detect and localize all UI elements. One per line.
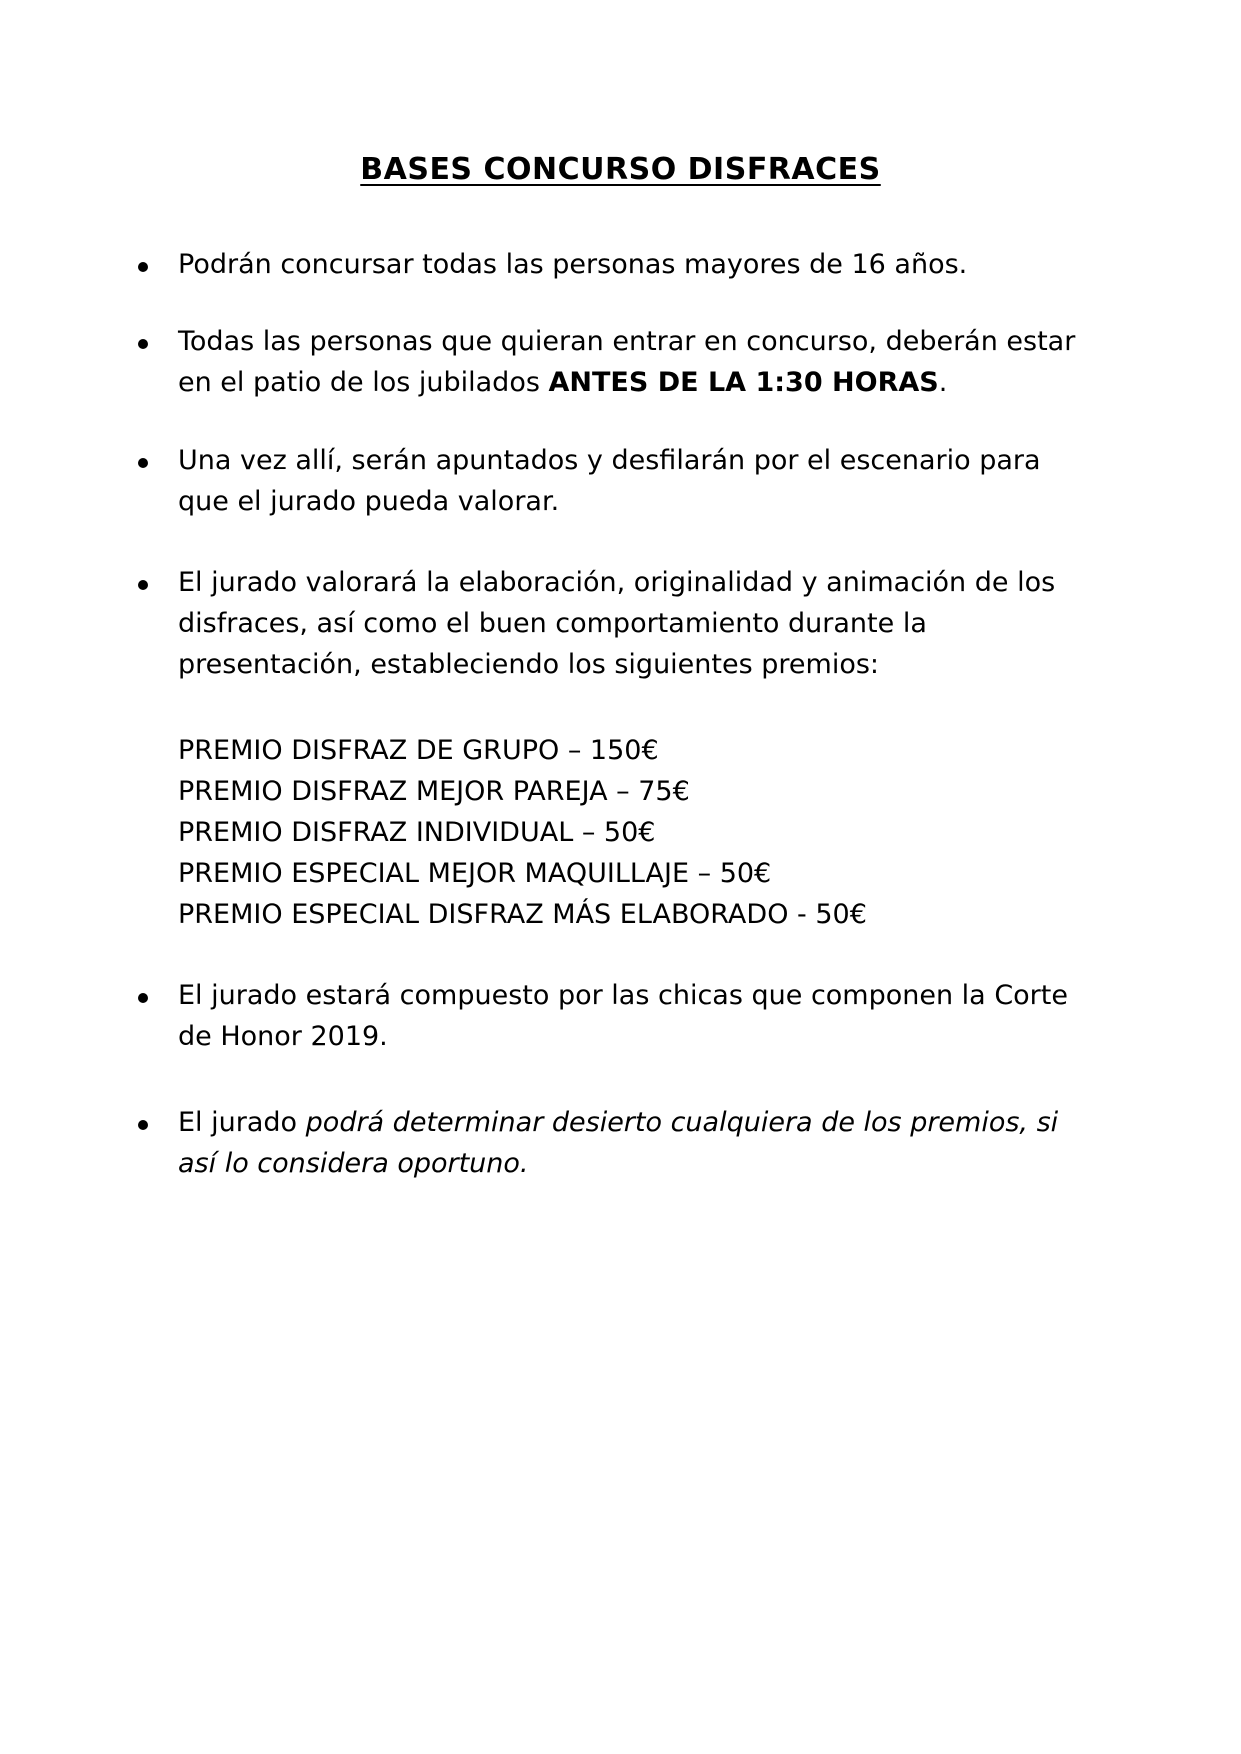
rule-text: El jurado xyxy=(178,1107,298,1138)
prize-item: PREMIO DISFRAZ DE GRUPO – 150€ xyxy=(178,735,659,766)
rule-highlight: ANTES DE LA 1:30 HORAS xyxy=(548,367,939,398)
bullet-dot xyxy=(138,262,148,272)
rule-text: Podrán concursar todas las personas mayores de 16 años. xyxy=(178,249,968,280)
prize-item: PREMIO DISFRAZ MEJOR PAREJA – 75€ xyxy=(178,776,690,807)
bullet-dot xyxy=(138,339,148,349)
rule-text: El jurado estará compuesto por las chicas que componen la Corte de Honor 2019. xyxy=(178,980,1068,1052)
rule-item-1 xyxy=(178,244,1078,285)
prize-item: PREMIO ESPECIAL MEJOR MAQUILLAJE – 50€ xyxy=(178,858,772,889)
prize-list xyxy=(178,730,867,935)
rule-text-end: . xyxy=(938,367,948,398)
prize-item: PREMIO DISFRAZ INDIVIDUAL – 50€ xyxy=(178,817,656,848)
document-title xyxy=(0,152,1241,187)
rule-item-4 xyxy=(178,562,1078,685)
bullet-dot xyxy=(138,993,148,1003)
rule-item-5 xyxy=(178,975,1078,1057)
rule-item-6 xyxy=(178,1102,1078,1184)
bullet-dot xyxy=(138,458,148,468)
rule-item-2 xyxy=(178,321,1078,403)
rule-text: Todas las personas que quieran entrar en concurso, deberán estar en el patio de los jubilados xyxy=(178,326,1076,398)
title-text: BASES CONCURSO DISFRACES xyxy=(360,152,881,187)
bullet-dot xyxy=(138,580,148,590)
bullet-dot xyxy=(138,1120,148,1130)
rule-item-3 xyxy=(178,440,1078,522)
prize-item: PREMIO ESPECIAL DISFRAZ MÁS ELABORADO - 50€ xyxy=(178,899,867,930)
rule-italic-text: podrá determinar desierto cualquiera de los premios, si así lo considera oportuno. xyxy=(178,1107,1059,1179)
rule-text: Una vez allí, serán apuntados y desfilarán por el escenario para que el jurado pueda valorar. xyxy=(178,445,1041,517)
rule-text: El jurado valorará la elaboración, originalidad y animación de los disfraces, así como el buen comportamiento durante la presentación, estableciendo los siguientes premios: xyxy=(178,567,1056,680)
